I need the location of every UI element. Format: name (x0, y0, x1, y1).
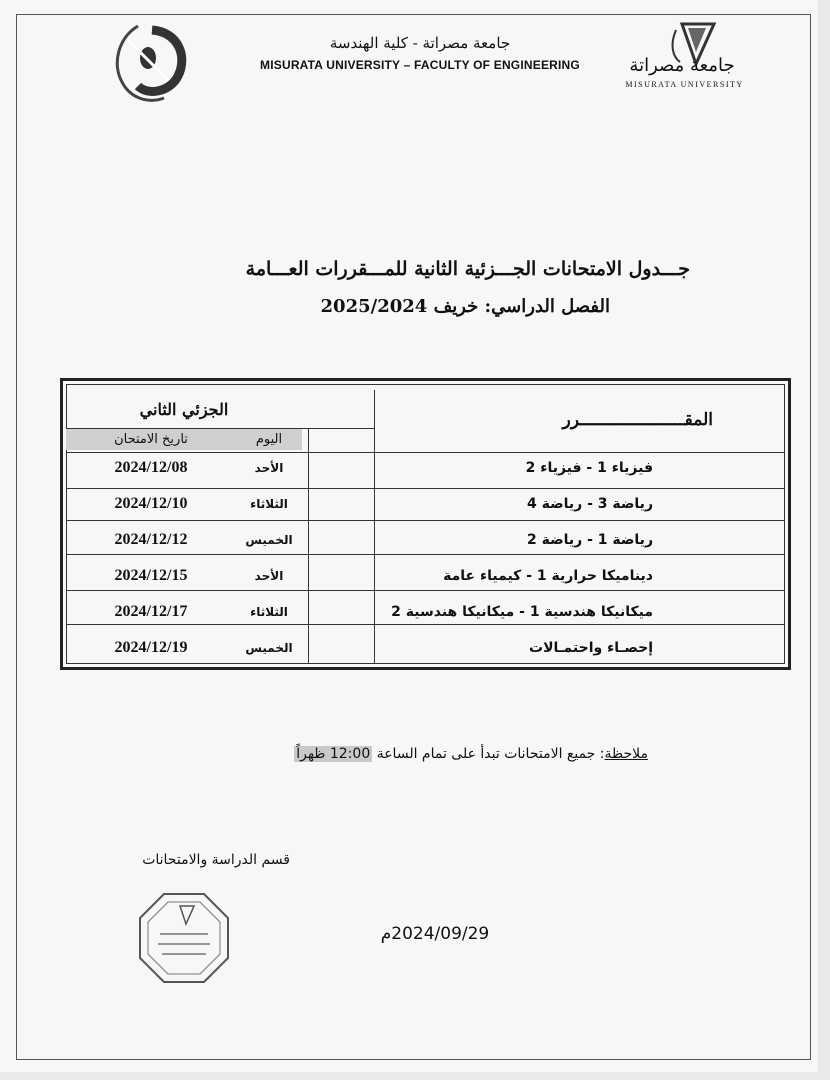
day-cell: الأحد (254, 569, 284, 583)
date-cell: 2024/12/12 (114, 531, 188, 548)
faculty-logo-icon (108, 20, 193, 108)
table-divider (308, 428, 309, 664)
day-cell: الخميس (245, 533, 293, 547)
course-cell: ديناميكا حرارية 1 - كيمياء عامة (443, 568, 653, 584)
table-row (66, 486, 785, 522)
date-column-header: تاريخ الامتحان (66, 428, 236, 450)
table-divider (66, 428, 374, 429)
day-cell: الخميس (245, 641, 293, 655)
exam-note (236, 746, 648, 762)
course-cell: رياضة 3 - رياضة 4 (527, 496, 653, 512)
table-divider (66, 624, 785, 625)
course-cell: فيزياء 1 - فيزياء 2 (525, 460, 653, 476)
date-cell: 2024/12/10 (114, 495, 188, 512)
table-row (66, 558, 785, 594)
note-label: ملاحظة (604, 746, 648, 762)
table-divider (66, 520, 785, 521)
date-cell: 2024/12/15 (114, 567, 188, 584)
date-cell: 2024/12/08 (114, 459, 188, 476)
official-stamp-icon (136, 890, 232, 986)
note-text: : جميع الامتحانات تبدأ على تمام الساعة (372, 746, 605, 762)
table-row (66, 630, 785, 666)
date-cell: 2024/12/19 (114, 639, 188, 656)
university-logo-english: MISURATA UNIVERSITY (625, 80, 744, 89)
university-logo-arabic: جامعة مصراتة (629, 55, 735, 76)
header-arabic: جامعة مصراتة - كلية الهندسة (329, 34, 511, 52)
page-title: جـــدول الامتحانات الجـــزئية الثانية للمـــقررات العـــامة (245, 258, 690, 280)
department-signature: قسم الدراسة والامتحانات (142, 852, 290, 868)
date-cell: 2024/12/17 (114, 603, 188, 620)
day-cell: الثلاثاء (250, 497, 288, 511)
table-row (66, 450, 785, 486)
table-divider (66, 554, 785, 555)
note-time: 12:00 ظهراً (296, 746, 371, 762)
semester-title: الفصل الدراسي: خريف 2025/2024 (320, 296, 610, 317)
course-cell: ميكانيكا هندسية 1 - ميكانيكا هندسية 2 (391, 604, 653, 620)
second-midterm-header: الجزئي الثاني (139, 399, 229, 419)
day-column-header: اليوم (236, 428, 302, 450)
course-column-header: المقـــــــــــــــــــــرر (562, 410, 713, 430)
table-divider (374, 390, 375, 664)
day-cell: الثلاثاء (250, 605, 288, 619)
document-date: 2024/09/29م (380, 924, 490, 944)
table-divider (66, 488, 785, 489)
header-english: MISURATA UNIVERSITY – FACULTY OF ENGINEERING (260, 58, 580, 72)
table-divider (66, 590, 785, 591)
table-divider (66, 452, 785, 453)
table-row (66, 522, 785, 558)
day-cell: الأحد (254, 461, 284, 475)
course-cell: رياضة 1 - رياضة 2 (527, 532, 653, 548)
course-cell: إحصـاء واحتمـالات (529, 640, 653, 656)
